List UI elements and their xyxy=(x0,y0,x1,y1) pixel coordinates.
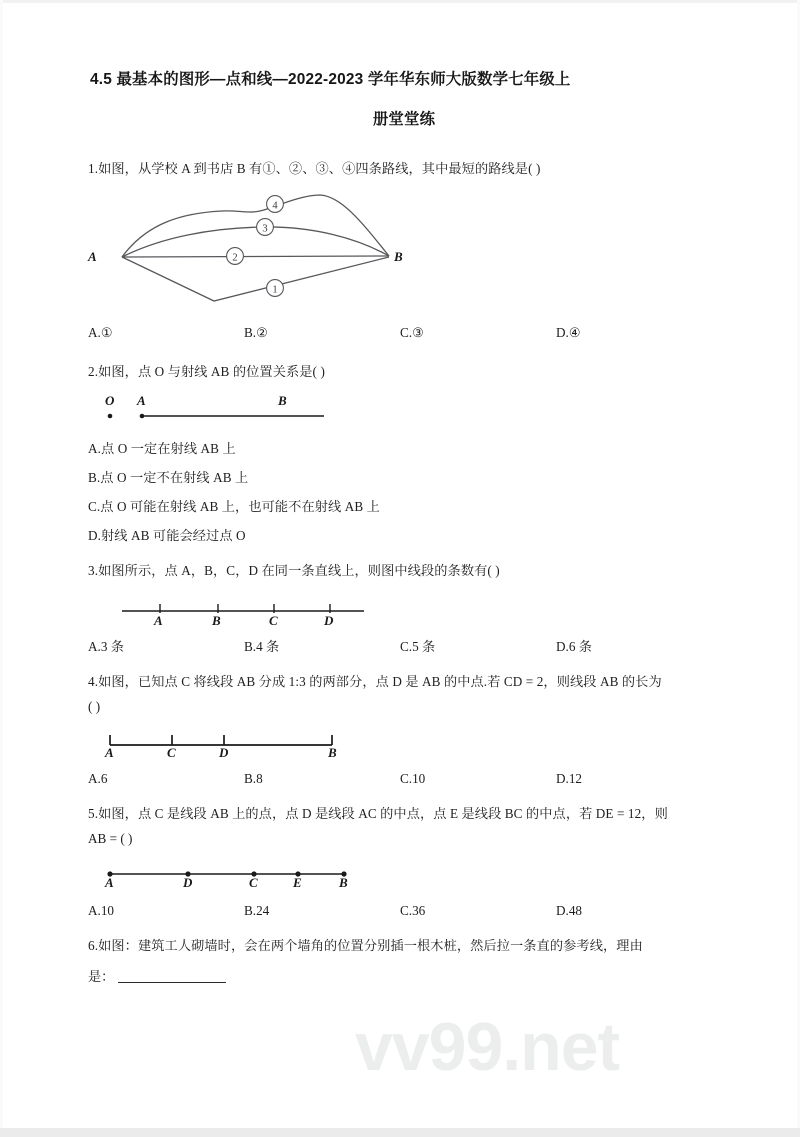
q2-point-b-label: B xyxy=(278,393,287,408)
q2-point-o-label: O xyxy=(105,393,115,408)
q4-point-c-label: C xyxy=(167,745,176,760)
q5-option-d[interactable]: D.48 xyxy=(556,903,583,918)
question-6-answer-blank[interactable] xyxy=(118,969,226,983)
question-1-options xyxy=(88,321,712,345)
q5-option-c[interactable]: C.36 xyxy=(400,903,426,918)
q5-point-c-label: C xyxy=(249,875,258,890)
q3-point-b-label: B xyxy=(212,613,221,628)
question-1-figure xyxy=(88,187,712,315)
q5-option-b[interactable]: B.24 xyxy=(244,903,270,918)
question-5-text-cont: AB = ( ) xyxy=(88,831,133,846)
page-title-line-1: 4.5 最基本的图形—点和线—2022-2023 学年华东师大版数学七年级上 xyxy=(90,71,571,88)
q4-point-b-label: B xyxy=(328,745,337,760)
q4-point-d-label: D xyxy=(219,745,229,760)
route-2-path xyxy=(122,256,389,257)
question-6-text: 6.如图：建筑工人砌墙时，会在两个墙角的位置分别插一根木桩，然后拉一条直的参考线，理由 xyxy=(88,938,643,953)
question-5-figure xyxy=(88,857,712,897)
route-4-number: 4 xyxy=(272,200,278,212)
line-four-points-svg xyxy=(118,591,418,633)
question-4-options xyxy=(88,767,712,791)
route-3-path xyxy=(122,227,389,257)
route-1-path xyxy=(122,257,389,301)
q2-option-a[interactable]: A.点 O 一定在射线 AB 上 xyxy=(88,441,236,456)
question-3-options xyxy=(88,635,712,659)
four-routes-svg xyxy=(102,187,432,315)
route-3-number: 3 xyxy=(262,223,268,235)
q1-option-d[interactable]: D.④ xyxy=(556,325,581,340)
q1-option-b[interactable]: B.② xyxy=(244,325,268,340)
q5-point-d-label: D xyxy=(183,875,193,890)
watermark-vv99: vv99.net xyxy=(355,1009,620,1085)
q3-point-a-label: A xyxy=(154,613,163,628)
route-2-number: 2 xyxy=(232,252,238,264)
q5-point-a-label: A xyxy=(105,875,114,890)
q4-point-a-label: A xyxy=(105,745,114,760)
q5-point-e-label: E xyxy=(293,875,302,890)
page-top-edge xyxy=(0,0,800,3)
route-4-path xyxy=(122,195,389,257)
route-1-number: 1 xyxy=(272,284,278,296)
question-2-figure xyxy=(88,392,712,428)
q2-option-b[interactable]: B.点 O 一定不在射线 AB 上 xyxy=(88,470,249,485)
q1-option-a[interactable]: A.① xyxy=(88,325,113,340)
question-4-text-cont: ( ) xyxy=(88,699,101,714)
page-title-line-2: 册堂堂练 xyxy=(372,111,436,128)
q4-option-b[interactable]: B.8 xyxy=(244,771,263,786)
q2-option-d[interactable]: D.射线 AB 可能会经过点 O xyxy=(88,528,246,543)
q3-option-c[interactable]: C.5 条 xyxy=(400,639,436,654)
page-left-edge xyxy=(0,0,3,1137)
q1-option-c[interactable]: C.③ xyxy=(400,325,424,340)
segment-acdb-svg xyxy=(102,723,402,765)
q3-point-c-label: C xyxy=(269,613,278,628)
q5-option-a[interactable]: A.10 xyxy=(88,903,115,918)
q1-point-b-label: B xyxy=(394,249,403,264)
question-6-text-cont: 是： xyxy=(88,969,115,984)
question-3-text: 3.如图所示，点 A，B，C，D 在同一条直线上，则图中线段的条数有( ) xyxy=(88,563,500,578)
page-bottom-edge xyxy=(0,1128,800,1137)
q4-option-d[interactable]: D.12 xyxy=(556,771,583,786)
question-5-options xyxy=(88,899,712,923)
question-1-text: 1.如图，从学校 A 到书店 B 有①、②、③、④四条路线，其中最短的路线是( ) xyxy=(88,161,541,176)
q1-point-a-label: A xyxy=(88,249,97,264)
document-content xyxy=(88,60,712,989)
q4-option-a[interactable]: A.6 xyxy=(88,771,108,786)
q4-option-c[interactable]: C.10 xyxy=(400,771,426,786)
point-o-dot xyxy=(108,414,113,419)
q3-option-d[interactable]: D.6 条 xyxy=(556,639,592,654)
q3-option-b[interactable]: B.4 条 xyxy=(244,639,280,654)
q2-option-c[interactable]: C.点 O 可能在射线 AB 上，也可能不在射线 AB 上 xyxy=(88,499,380,514)
question-3-figure xyxy=(88,591,712,633)
question-5-text: 5.如图，点 C 是线段 AB 上的点，点 D 是线段 AC 的中点，点 E 是线段 BC 的中点，若 DE = 12，则 xyxy=(88,806,668,821)
question-2-text: 2.如图，点 O 与射线 AB 的位置关系是( ) xyxy=(88,364,325,379)
question-6-answer-row xyxy=(88,964,712,989)
q3-option-a[interactable]: A.3 条 xyxy=(88,639,124,654)
q3-point-d-label: D xyxy=(324,613,334,628)
question-4-figure xyxy=(88,723,712,765)
q5-point-b-label: B xyxy=(339,875,348,890)
question-4-text: 4.如图，已知点 C 将线段 AB 分成 1:3 的两部分，点 D 是 AB 的中点.若 CD = 2，则线段 AB 的长为 xyxy=(88,674,662,689)
q2-point-a-label: A xyxy=(137,393,146,408)
